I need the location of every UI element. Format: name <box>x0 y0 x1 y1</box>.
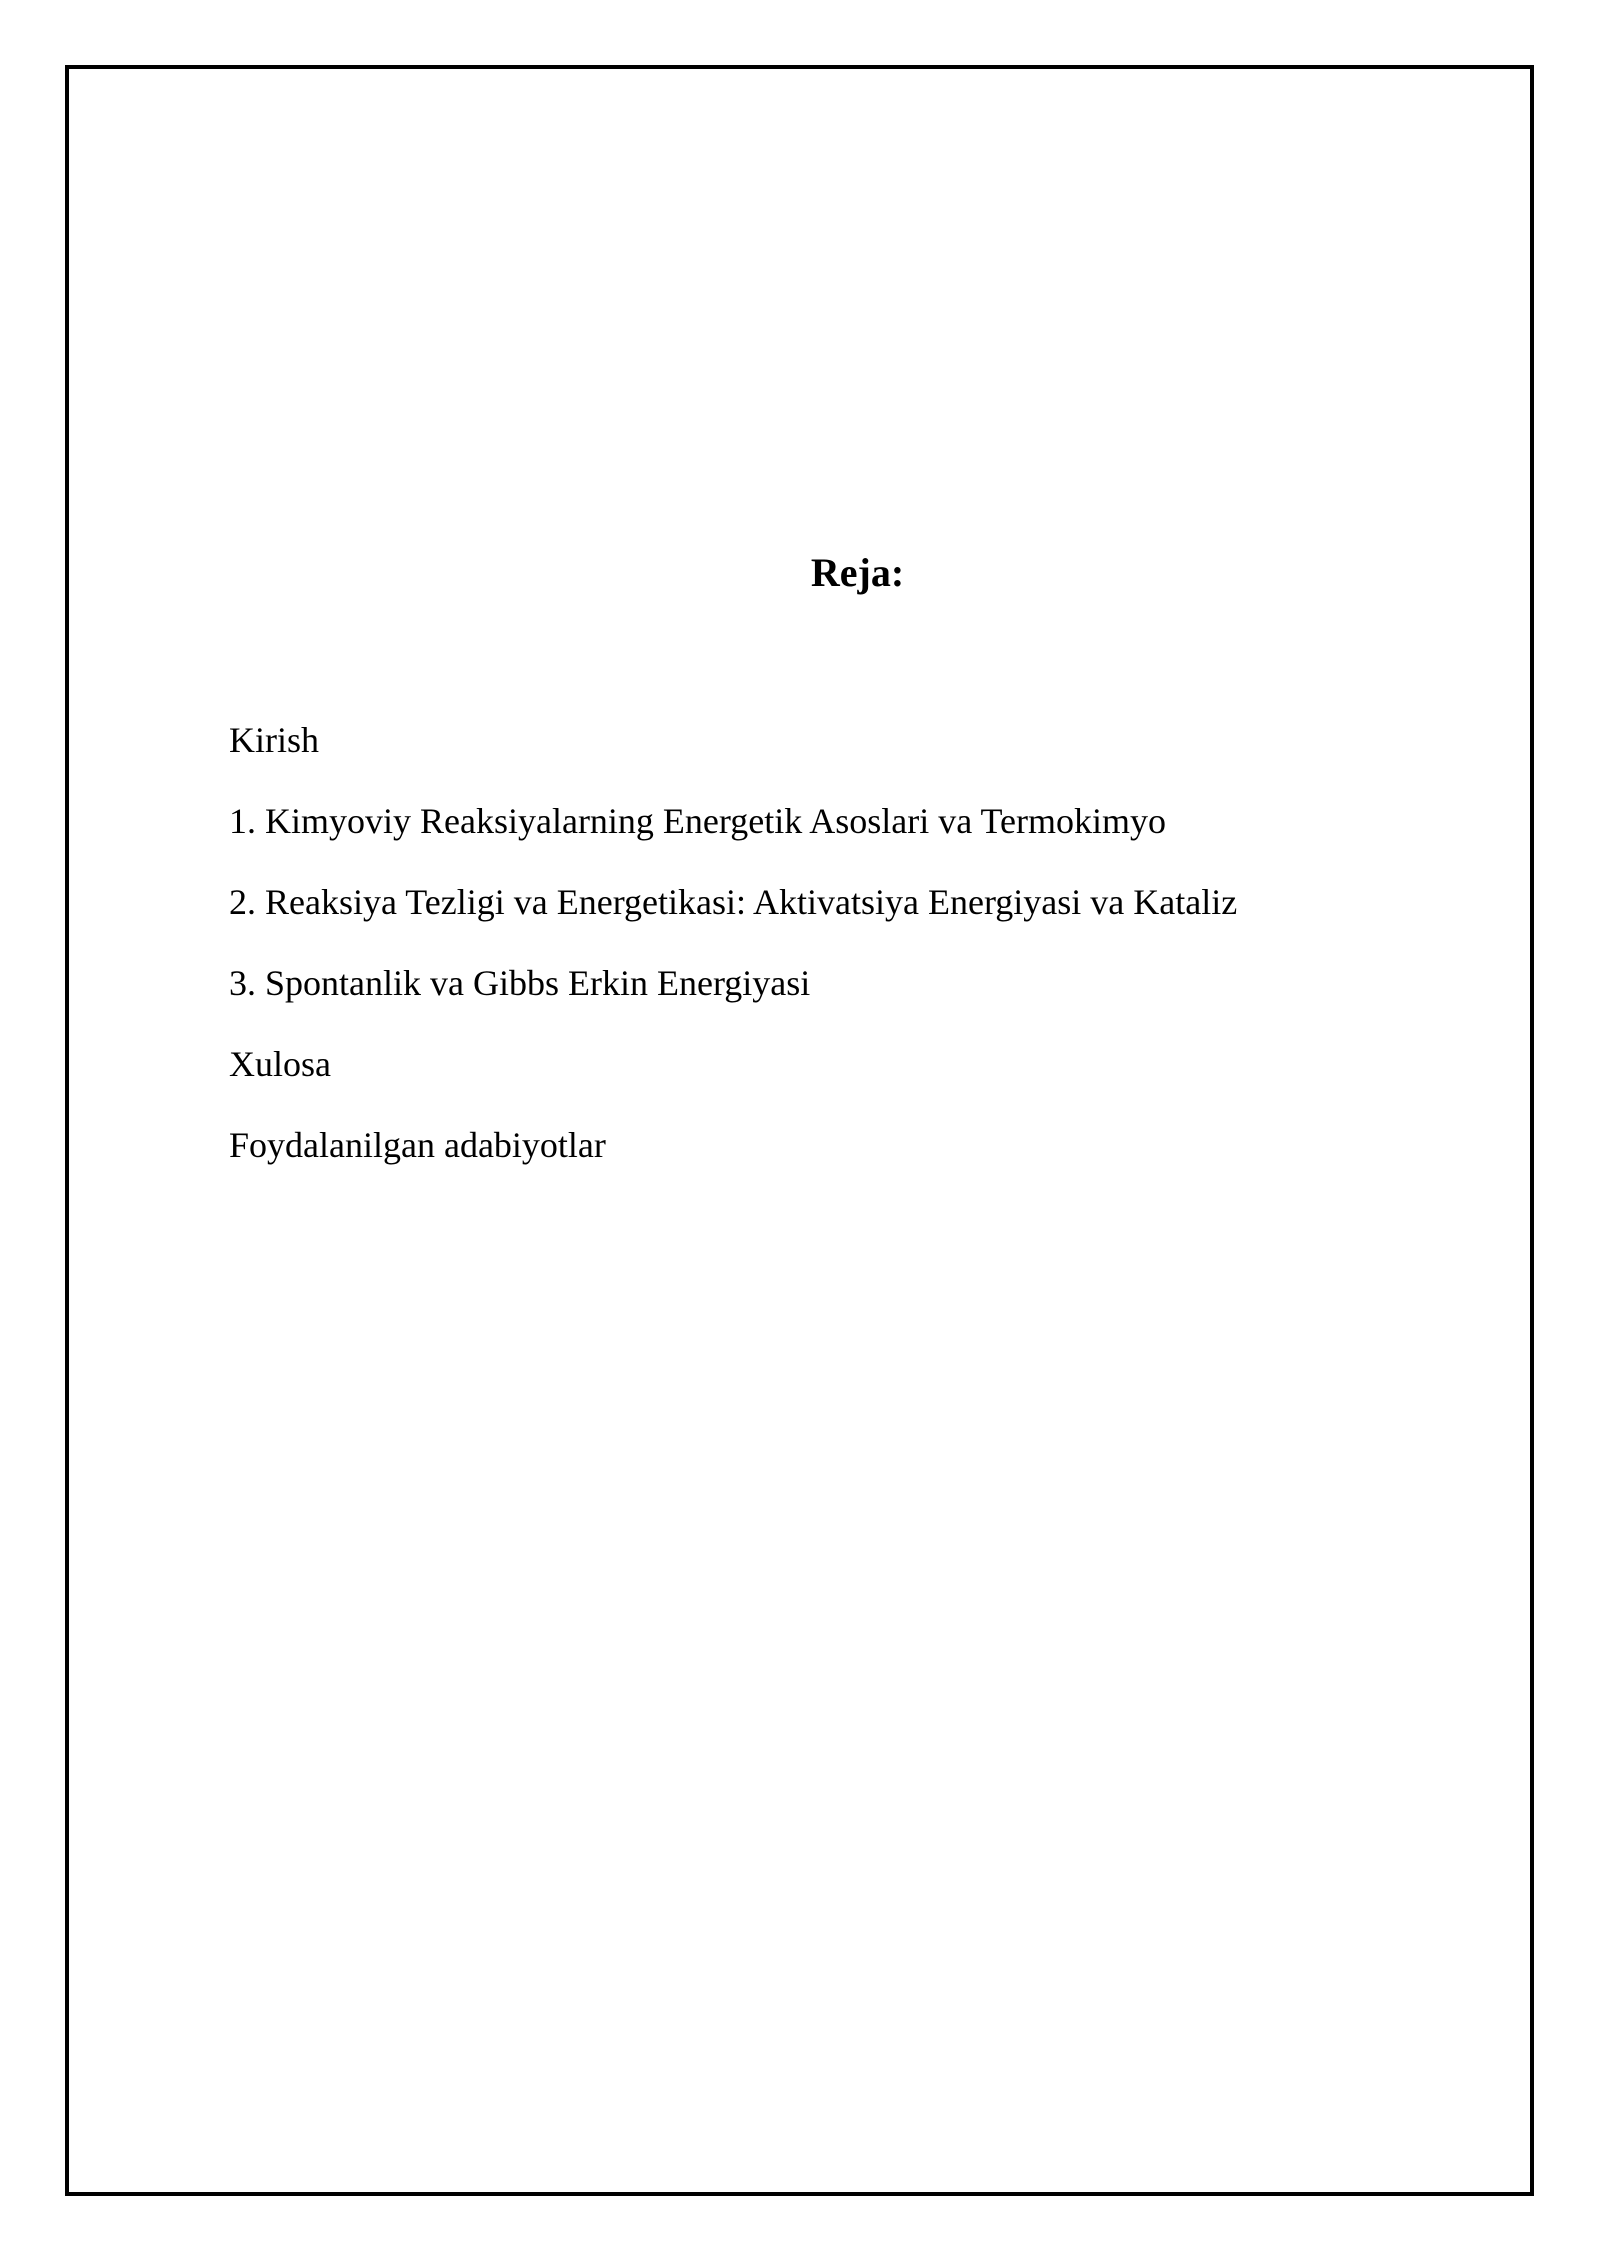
toc-item-section-3: 3. Spontanlik va Gibbs Erkin Energiyasi <box>229 963 811 1003</box>
page-title: Reja: <box>810 550 905 595</box>
toc-item-references: Foydalanilgan adabiyotlar <box>229 1125 606 1165</box>
toc-item-section-2: 2. Reaksiya Tezligi va Energetikasi: Aktivatsiya Energiyasi va Kataliz <box>229 882 1238 922</box>
toc-item-introduction: Kirish <box>229 720 319 760</box>
toc-item-section-1: 1. Kimyoviy Reaksiyalarning Energetik Asoslari va Termokimyo <box>229 801 1167 841</box>
table-of-contents <box>229 700 1429 1186</box>
toc-item-conclusion: Xulosa <box>229 1044 331 1084</box>
